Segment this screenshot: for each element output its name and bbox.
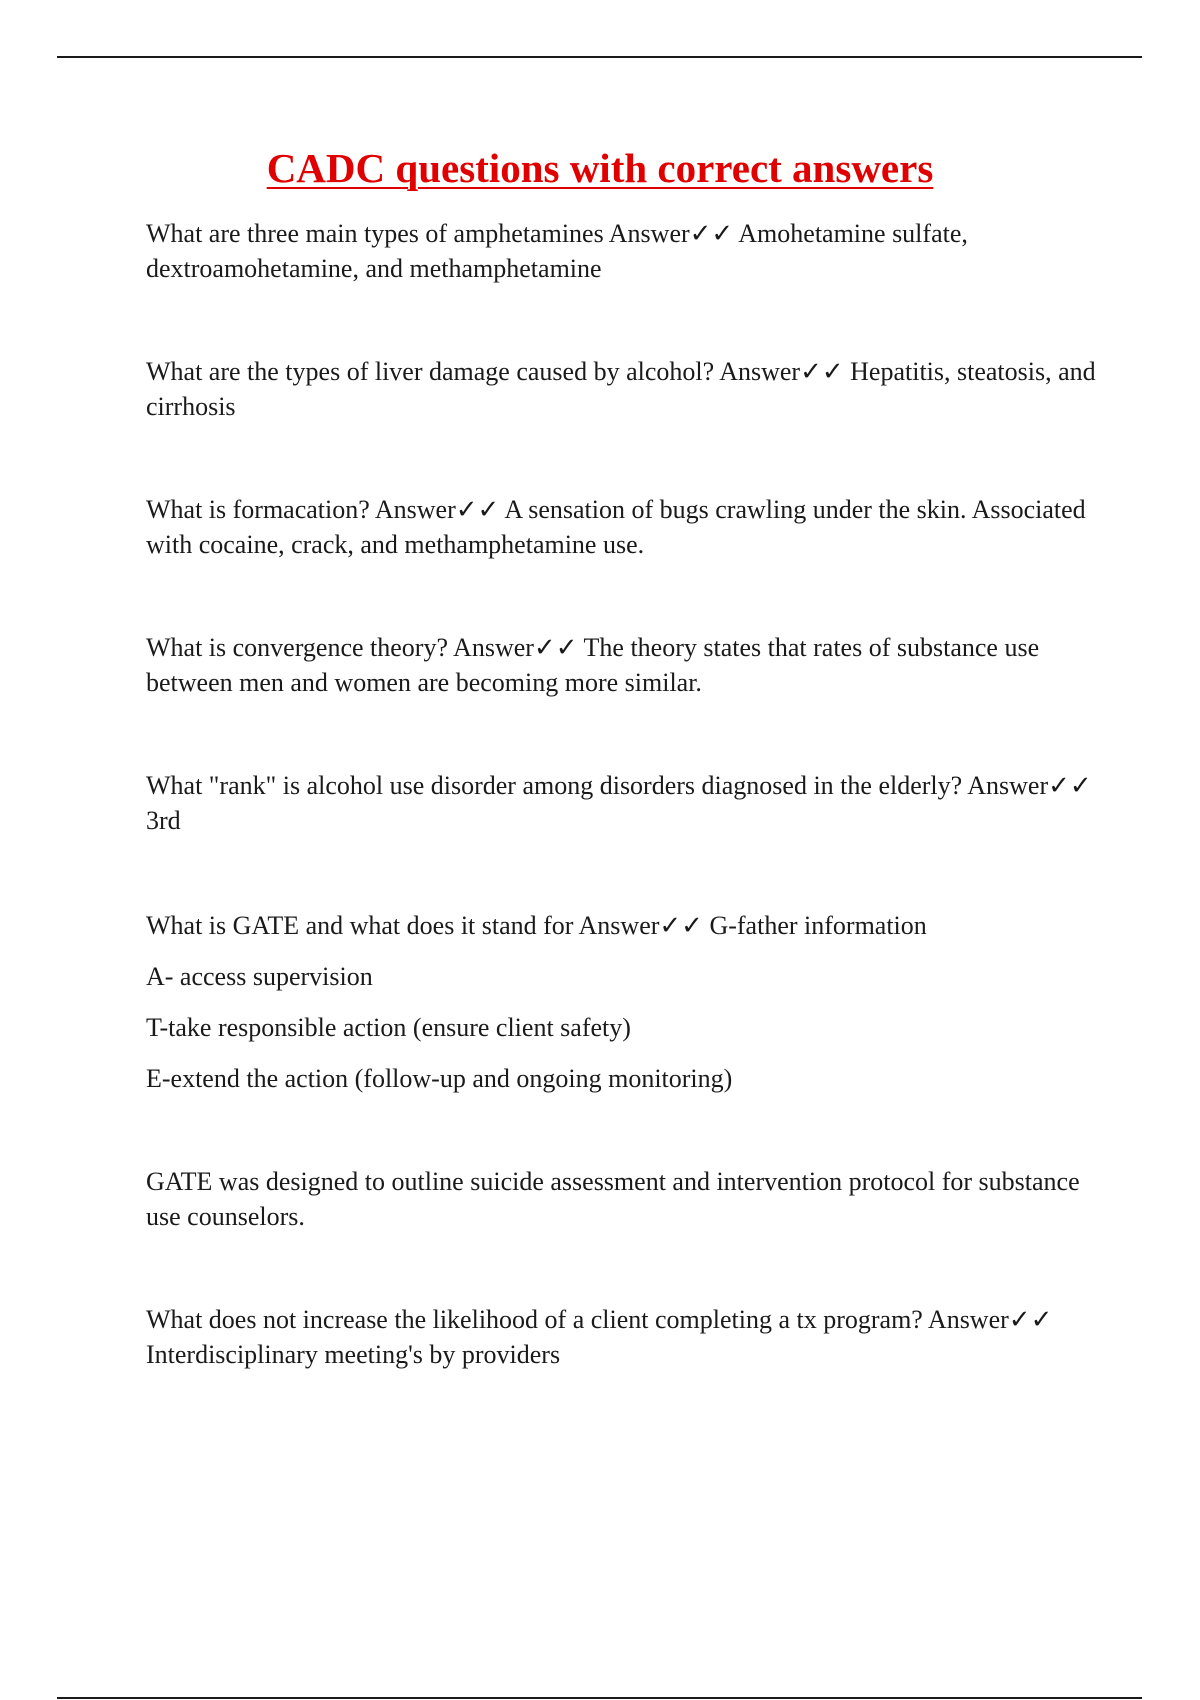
gate-item-t: T-take responsible action (ensure client safety) (146, 1013, 631, 1042)
qa-gate-definition: What is GATE and what does it stand for Answer✓✓ G-father information (146, 911, 927, 940)
qa-liver-damage: What are the types of liver damage caused by alcohol? Answer✓✓ Hepatitis, steatosis, and cirrhosis (146, 357, 1096, 421)
qa-alcohol-rank-elderly: What "rank" is alcohol use disorder among disorders diagnosed in the elderly? Answer✓✓ 3rd (146, 771, 1092, 835)
gate-item-e: E-extend the action (follow-up and ongoing monitoring) (146, 1064, 733, 1093)
document-title: CADC questions with correct answers (266, 145, 934, 191)
gate-purpose: GATE was designed to outline suicide assessment and intervention protocol for substance use counselors. (146, 1167, 1080, 1231)
qa-convergence-theory: What is convergence theory? Answer✓✓ The theory states that rates of substance use between men and women are becoming more similar. (146, 633, 1040, 697)
bottom-rule (57, 1697, 1142, 1699)
qa-formacation: What is formacation? Answer✓✓ A sensation of bugs crawling under the skin. Associated with cocaine, crack, and methamphetamine use. (146, 495, 1086, 559)
gate-item-a: A- access supervision (146, 962, 373, 991)
qa-amphetamine-types: What are three main types of amphetamines Answer✓✓ Amohetamine sulfate, dextroamohetamine, and methamphetamine (146, 219, 968, 283)
top-rule (57, 56, 1142, 58)
qa-tx-completion: What does not increase the likelihood of a client completing a tx program? Answer✓✓ Interdisciplinary meeting's by providers (146, 1305, 1053, 1369)
